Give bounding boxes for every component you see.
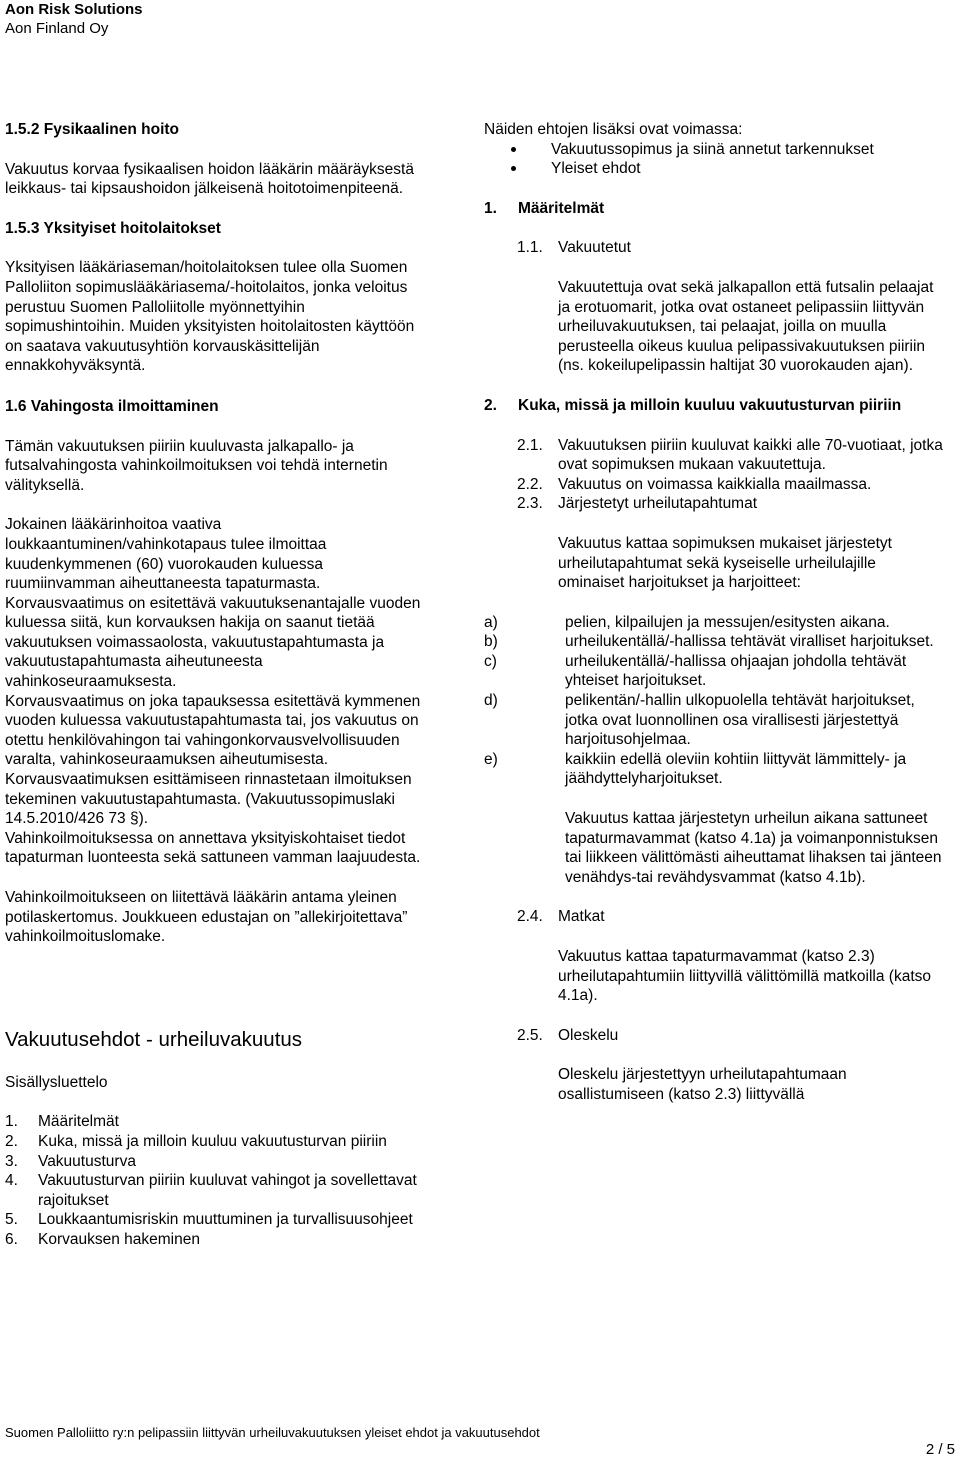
section-number: 2. xyxy=(484,396,497,414)
toc-item-text: Vakuutusturvan piiriin kuuluvat vahingot ja sovellettavat rajoitukset xyxy=(38,1172,417,1209)
toc-item xyxy=(5,1210,425,1230)
subsection-title: Vakuutetut xyxy=(558,239,631,257)
right-column xyxy=(484,120,944,1105)
subsection-2-4-text: Vakuutus kattaa tapaturmavammat (katso 2.3) urheilutapahtumiin liittyvillä välittömillä matkoilla (katso 4.1a). xyxy=(558,948,932,1005)
page-footer xyxy=(5,1424,955,1458)
document-title: Vakuutusehdot - urheiluvakuutus xyxy=(5,1027,303,1051)
bullet-icon xyxy=(484,159,551,179)
subsection-text: Vakuutus on voimassa kaikkialla maailmassa. xyxy=(558,475,872,493)
list-item xyxy=(484,652,944,691)
toc-item-number: 2. xyxy=(5,1132,18,1150)
section-2-heading xyxy=(484,396,944,416)
footer-text: Suomen Palloliitto ry:n pelipassiin liittyvän urheiluvakuutuksen yleiset ehdot ja vakuutusehdot xyxy=(5,1425,540,1440)
section-1-5-2-text: Vakuutus korvaa fysikaalisen hoidon lääkärin määräyksestä leikkaus- tai kipsaushoidon jälkeisenä hoitotoimenpiteenä. xyxy=(5,160,414,198)
section-1-6-paragraph-2c: Korvausvaatimus on joka tapauksessa esitettävä kymmenen vuoden kuluessa vakuutustapahtumasta tai, jos vakuutus on otettu henkilövahingon tai vahingonkorvausvelvollisuuden varalta, vahinkoseuraamuksen aiheutumisesta. xyxy=(5,692,421,769)
toc-item-number: 1. xyxy=(5,1113,18,1131)
subsection-number: 2.5. xyxy=(517,1026,543,1044)
subsection-text: Vakuutuksen piiriin kuuluvat kaikki alle 70-vuotiaat, jotka ovat sopimuksen mukaan vakuutettuja. xyxy=(558,436,943,474)
bullet-item xyxy=(484,159,944,179)
bullet-text: Vakuutussopimus ja siinä annetut tarkennukset xyxy=(551,140,874,158)
subsection-2-3-after-text: Vakuutus kattaa järjestetyn urheilun aikana sattuneet tapaturmavammat (katso 4.1a) ja voimanponnistuksen tai liikkeen välittömästi aiheuttamat lihaksen tai jänteen venähdys-tai revähdysvammat (katso 4.1b). xyxy=(565,810,942,886)
toc-item xyxy=(5,1132,425,1152)
section-1-6-paragraph-2b: Korvausvaatimus on esitettävä vakuutuksenantajalle vuoden kuluessa siitä, kun korvauksen hakija on saanut tietää vakuutuksen voimassaolosta, vakuutustapahtumasta ja vakuutustapahtumasta aiheutuneesta vahinkoseuraamuksesta. xyxy=(5,594,421,691)
left-column xyxy=(5,120,425,1250)
list-item-text: pelien, kilpailujen ja messujen/esitysten aikana. xyxy=(565,613,890,631)
toc-item xyxy=(5,1112,425,1132)
company-name: Aon Risk Solutions xyxy=(5,1,143,18)
list-item-text: kaikkiin edellä oleviin kohtiin liittyvät lämmittely- ja jäähdyttelyharjoitukset. xyxy=(565,750,907,788)
list-item-label: d) xyxy=(484,692,498,710)
subsection-2-1 xyxy=(484,436,944,475)
toc-item xyxy=(5,1171,425,1210)
section-1-5-2-title: 1.5.2 Fysikaalinen hoito xyxy=(5,121,180,138)
toc-item-text: Kuka, missä ja milloin kuuluu vakuutusturvan piiriin xyxy=(38,1132,387,1150)
toc-list xyxy=(5,1112,425,1249)
section-1-6-paragraph-3: Vahinkoilmoitukseen on liitettävä lääkärin antama yleinen potilaskertomus. Joukkueen edustajan on ”allekirjoitettava” vahinkoilmoituslomake. xyxy=(5,889,408,946)
toc-item-text: Vakuutusturva xyxy=(38,1152,136,1170)
bullet-list xyxy=(484,140,944,179)
toc-item xyxy=(5,1230,425,1250)
subsection-2-4-heading xyxy=(484,907,944,927)
bullet-icon xyxy=(484,140,551,160)
toc-item-number: 6. xyxy=(5,1230,18,1248)
subsidiary-name: Aon Finland Oy xyxy=(5,20,109,37)
list-item-label: a) xyxy=(484,613,498,631)
section-1-6-paragraph-2a: Jokainen lääkärinhoitoa vaativa loukkaantuminen/vahinkotapaus tulee ilmoittaa kuudenkymmenen (60) vuorokauden kuluessa ruumiinvamman aiheuttaneesta tapaturmasta. xyxy=(5,516,327,593)
section-title: Kuka, missä ja milloin kuuluu vakuutusturvan piiriin xyxy=(518,396,902,414)
bullet-item xyxy=(484,140,944,160)
toc-item-number: 5. xyxy=(5,1211,18,1229)
subsection-2-3-text: Vakuutus kattaa sopimuksen mukaiset järjestetyt urheilutapahtumat sekä kyseiselle urheilulajille ominaiset harjoitukset ja harjoitteet: xyxy=(558,534,892,592)
section-1-heading xyxy=(484,199,944,219)
page-number: 2 / 5 xyxy=(925,1441,955,1458)
list-item xyxy=(484,632,944,652)
toc-item xyxy=(5,1152,425,1172)
intro-text: Näiden ehtojen lisäksi ovat voimassa: xyxy=(484,121,743,138)
list-item-label: e) xyxy=(484,750,498,768)
section-1-6-paragraph-2d: Korvausvaatimuksen esittämiseen rinnastetaan ilmoituksen tekeminen vakuutustapahtumasta. (Vakuutussopimuslaki 14.5.2010/426 73 §). xyxy=(5,771,412,828)
toc-item-text: Määritelmät xyxy=(38,1113,119,1131)
list-item-label: c) xyxy=(484,652,497,670)
list-item-text: urheilukentällä/-hallissa ohjaajan johdolla tehtävät yhteiset harjoitukset. xyxy=(565,652,907,690)
section-1-5-3-title: 1.5.3 Yksityiset hoitolaitokset xyxy=(5,219,221,237)
subsection-number: 2.4. xyxy=(517,908,543,926)
section-1-6-paragraph-2e: Vahinkoilmoituksessa on annettava yksityiskohtaiset tiedot tapaturman luonteesta sekä sattuneen vamman laajuudesta. xyxy=(5,829,421,867)
subsection-2-5-heading xyxy=(484,1026,944,1046)
subsection-number: 2.3. xyxy=(517,495,543,513)
section-1-6-title: 1.6 Vahingosta ilmoittaminen xyxy=(5,397,219,415)
list-item xyxy=(484,613,944,633)
section-1-5-3-text: Yksityisen lääkäriaseman/hoitolaitoksen tulee olla Suomen Palloliiton sopimuslääkäriasema/-hoitolaitos, jonka veloitus perustuu Suomen Palloliitolle myönnettyihin sopimushintoihin. Muiden yksityisten hoitolaitosten käyttöön on saatava vakuutusyhtiön korvauskäsittelijän ennakkohyväksyntä. xyxy=(5,259,415,375)
subsection-title: Oleskelu xyxy=(558,1026,619,1044)
list-item xyxy=(484,750,944,789)
subsection-2-2 xyxy=(484,475,944,495)
activity-list xyxy=(484,613,944,789)
toc-item-text: Loukkaantumisriskin muuttuminen ja turvallisuusohjeet xyxy=(38,1211,413,1229)
subsection-1-1-heading xyxy=(484,238,944,258)
toc-item-number: 4. xyxy=(5,1172,18,1190)
list-item-label: b) xyxy=(484,633,498,651)
toc-item-text: Korvauksen hakeminen xyxy=(38,1230,200,1248)
section-title: Määritelmät xyxy=(518,199,605,217)
section-number: 1. xyxy=(484,199,497,217)
subsection-2-5-text: Oleskelu järjestettyyn urheilutapahtumaan osallistumiseen (katso 2.3) liittyvällä xyxy=(558,1066,847,1103)
bullet-text: Yleiset ehdot xyxy=(551,160,641,178)
subsection-number: 1.1. xyxy=(517,239,543,257)
subsection-number: 2.2. xyxy=(517,475,543,493)
list-item-text: urheilukentällä/-hallissa tehtävät viralliset harjoitukset. xyxy=(565,633,934,651)
toc-title: Sisällysluettelo xyxy=(5,1073,108,1091)
toc-item-number: 3. xyxy=(5,1152,18,1170)
subsection-2-3-heading xyxy=(484,494,944,514)
subsection-title: Matkat xyxy=(558,908,605,926)
subsection-1-1-text: Vakuutettuja ovat sekä jalkapallon että futsalin pelaajat ja erotuomarit, jotka ovat ostaneet pelipassiin liittyvän urheiluvakuutuksen, tai pelaajat, joilla on muulla perusteella oikeus kuulua pelipassivakuutuksen piiriin (ns. kokeilupelipassin haltijat 30 vuorokauden ajan). xyxy=(558,278,934,375)
subsection-number: 2.1. xyxy=(517,436,543,454)
list-item-text: pelikentän/-hallin ulkopuolella tehtävät harjoitukset, jotka ovat luonnollinen osa virallisesti järjestettyä harjoitusohjelmaa. xyxy=(565,692,915,749)
section-1-6-paragraph-1: Tämän vakuutuksen piiriin kuuluvasta jalkapallo- ja futsalvahingosta vahinkoilmoituksen voi tehdä internetin välityksellä. xyxy=(5,437,388,494)
subsection-title: Järjestetyt urheilutapahtumat xyxy=(558,495,758,513)
list-item xyxy=(484,691,944,750)
